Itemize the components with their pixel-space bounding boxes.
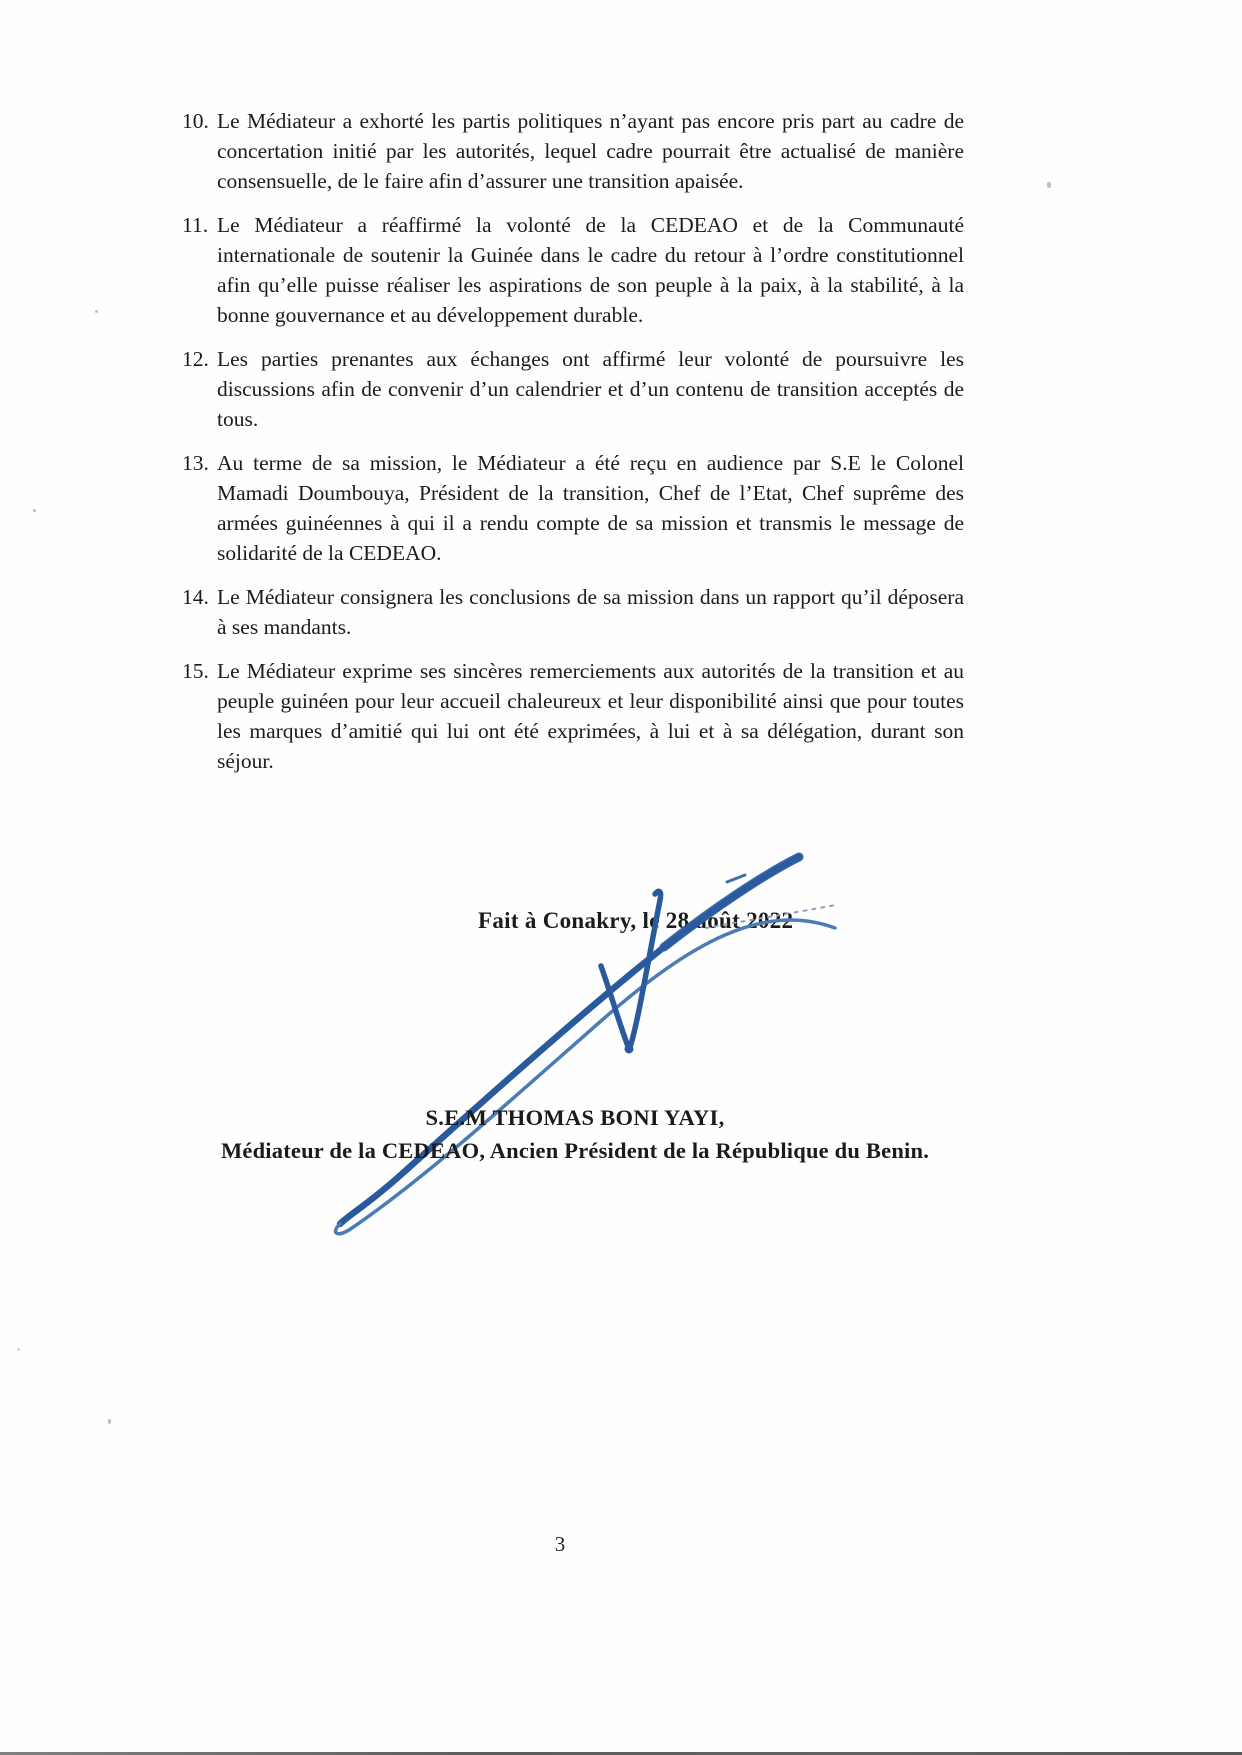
paragraph-number: 10. — [182, 109, 209, 133]
paragraph-number: 13. — [182, 451, 209, 475]
paragraph-number: 15. — [182, 659, 209, 683]
page-number: 3 — [554, 1532, 566, 1556]
paragraph-text: Le Médiateur a exhorté les partis politiques n’ayant pas encore pris part au cadre de concertation initié par les autorités, lequel cadre pourrait être actualisé de manière consensuelle, de le faire afin d’assurer une transition apaisée. — [217, 109, 964, 193]
paragraph-item — [182, 344, 964, 434]
paragraph-item — [182, 106, 964, 196]
signatory-name: S.E.M THOMAS BONI YAYI, — [425, 1105, 725, 1130]
signature-ink — [320, 740, 850, 1250]
paragraph-item — [182, 582, 964, 642]
paragraph-text: Le Médiateur exprime ses sincères remerciements aux autorités de la transition et au peuple guinéen pour leur accueil chaleureux et leur disponibilité ainsi que pour toutes les marques d’amitié qui lui ont été exprimées, à lui et à sa délégation, durant son séjour. — [217, 659, 964, 773]
scan-artifact — [1047, 182, 1051, 188]
signature-block — [0, 1105, 1150, 1164]
paragraph-text: Le Médiateur a réaffirmé la volonté de la CEDEAO et de la Communauté internationale de soutenir la Guinée dans le cadre du retour à l’ordre constitutionnel afin qu’elle puisse réaliser les aspirations de son peuple à la paix, à la stabilité, à la bonne gouvernance et au développement durable. — [217, 213, 964, 327]
scan-artifact — [95, 310, 98, 313]
paragraph-number: 11. — [182, 213, 209, 237]
paragraph-text: Les parties prenantes aux échanges ont affirmé leur volonté de poursuivre les discussions afin de convenir d’un calendrier et d’un contenu de transition acceptés de tous. — [217, 347, 964, 431]
scan-artifact — [33, 509, 36, 512]
dateline: Fait à Conakry, le 28 août 2022 — [478, 908, 794, 933]
paragraph-item — [182, 210, 964, 330]
paragraph-number: 14. — [182, 585, 209, 609]
paragraph-list — [182, 106, 964, 790]
paragraph-text: Au terme de sa mission, le Médiateur a été reçu en audience par S.E le Colonel Mamadi Doumbouya, Président de la transition, Chef de l’Etat, Chef suprême des armées guinéennes à qui il a rendu compte de sa mission et transmis le message de solidarité de la CEDEAO. — [217, 451, 964, 565]
paragraph-item — [182, 656, 964, 776]
paragraph-number: 12. — [182, 347, 209, 371]
paragraph-item — [182, 448, 964, 568]
signatory-title: Médiateur de la CEDEAO, Ancien Président de la République du Benin. — [220, 1138, 930, 1163]
paragraph-text: Le Médiateur consignera les conclusions de sa mission dans un rapport qu’il déposera à ses mandants. — [217, 585, 964, 639]
scan-artifact — [108, 1419, 111, 1424]
scan-artifact — [17, 1348, 20, 1351]
